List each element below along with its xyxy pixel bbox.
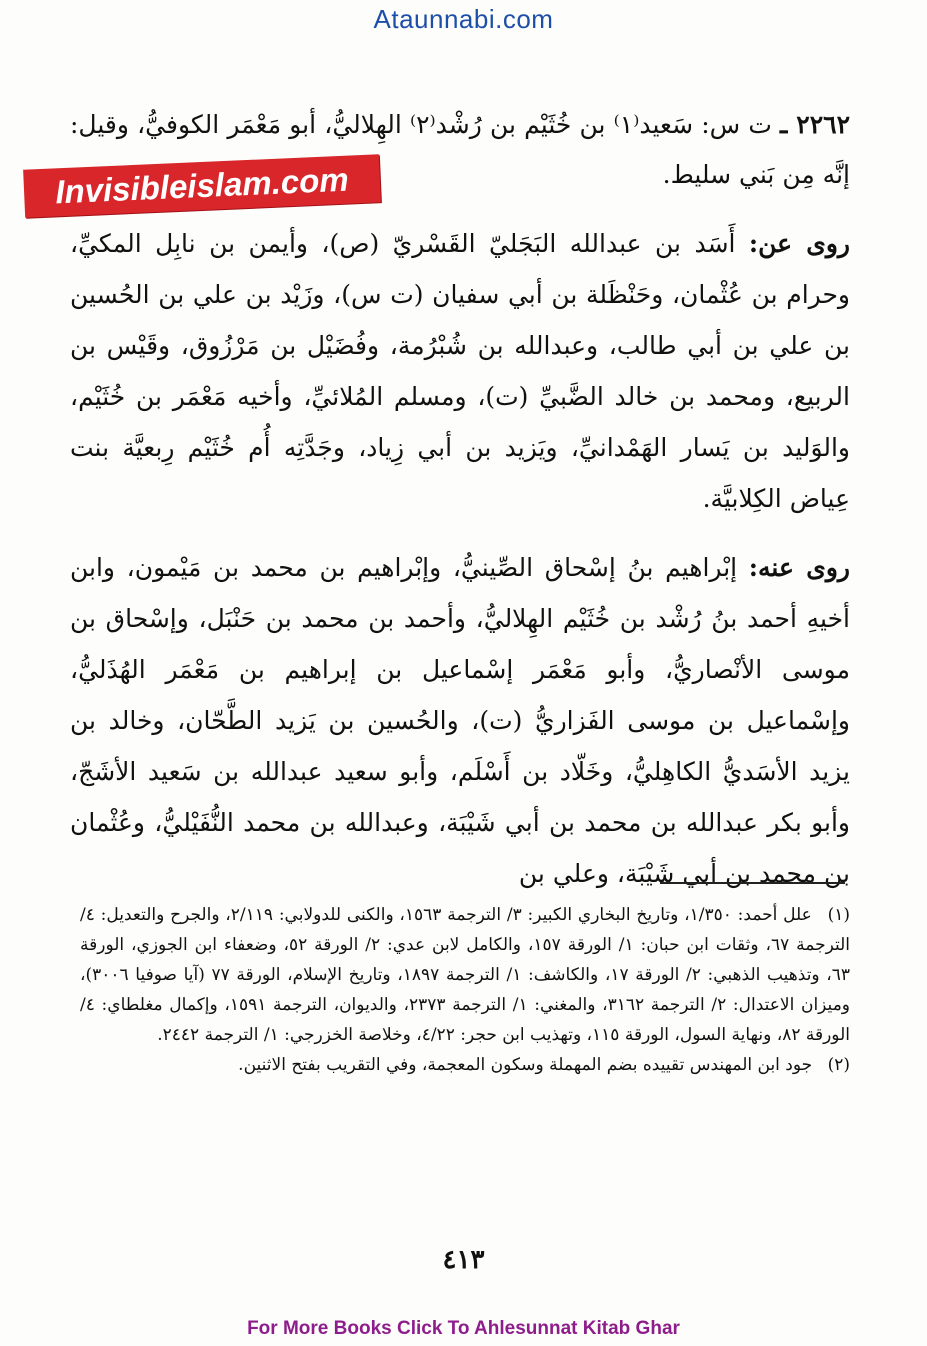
narrated-by-paragraph bbox=[70, 542, 850, 899]
site-header-link[interactable]: Ataunnabi.com bbox=[373, 4, 554, 34]
footnote-marker: (١) bbox=[827, 905, 850, 925]
footnote-divider bbox=[660, 882, 845, 884]
entry-heading-text: ت س: سَعيد⁽١⁾ بن خُثَيْم بن رُشْد⁽٢⁾ الهِلاليُّ، أبو مَعْمَر الكوفيُّ، وقيل: إنَّه مِن بَني سليط. bbox=[70, 110, 850, 189]
footnote-text: جود ابن المهندس تقييده بضم المهملة وسكون المعجمة، وفي التقريب بفتح الاثنين. bbox=[238, 1055, 813, 1075]
narrated-from-paragraph bbox=[70, 218, 850, 524]
narrated-from-label: روى عن: bbox=[748, 229, 851, 258]
book-page-body bbox=[70, 100, 850, 899]
footer-books-link[interactable]: For More Books Click To Ahlesunnat Kitab Ghar bbox=[247, 1318, 680, 1339]
entry-number: ٢٢٦٢ ـ bbox=[780, 110, 851, 139]
footnote-2 bbox=[80, 1050, 850, 1080]
narrated-by-text: إبْراهيم بنُ إسْحاق الصِّينيُّ، وإبْراهيم بن محمد بن مَيْمون، وابن أخيهِ أحمد بنُ رُشْد بن خُثَيْم الهِلاليُّ، وأحمد بن محمد بن حَنْبَل، وإسْحاق بن موسى الأنْصاريُّ، وأبو مَعْمَر إسْماعيل بن إبراهيم بن مَعْمَر الهُذَليُّ، وإسْماعيل بن موسى الفَزاريُّ (ت)، والحُسين بن يَزيد الطَّحّان، وخالد بن يزيد الأسَديُّ الكاهِليُّ، وخَلّاد بن أَسْلَم، وأبو سعيد عبدالله بن سَعيد الأشَجّ، وأبو بكر عبدالله بن محمد بن أبي شَيْبَة، وعبدالله بن محمد النُّفَيْليُّ، وعُثْمان بن محمد بن أبي شَيْبَة، وعلي بن bbox=[70, 553, 850, 888]
narrated-by-label: روى عنه: bbox=[748, 553, 851, 582]
footnote-marker: (٢) bbox=[827, 1055, 850, 1075]
page-number: ٤١٣ bbox=[442, 1245, 485, 1275]
footnote-text: علل أحمد: ١/٣٥٠، وتاريخ البخاري الكبير: ٣/ الترجمة ١٥٦٣، والكنى للدولابي: ٢/١١٩، والجرح والتعديل: ٤/ الترجمة ٦٧، وثقات ابن حبان: ١/ الورقة ١٥٧، والكامل لابن عدي: ٢/ الورقة ٥٢، وضعفاء ابن الجوزي، الورقة ٦٣، وتذهيب الذهبي: ٢/ الورقة ١٧، والكاشف: ١/ الترجمة ١٨٩٧، وتاريخ الإسلام، الورقة ٧٧ (آيا صوفيا ٣٠٠٦)، وميزان الاعتدال: ٢/ الترجمة ٣١٦٢، والمغني: ١/ الترجمة ٢٣٧٣، والديوان، الترجمة ١٥٩١، وإكمال مغلطاي: ٤/ الورقة ٨٢، ونهاية السول، الورقة ١١٥، وتهذيب ابن حجر: ٤/٢٢، وخلاصة الخزرجي: ١/ الترجمة ٢٤٤٢. bbox=[80, 905, 851, 1045]
watermark-banner: Invisibleislam.com bbox=[23, 154, 381, 217]
footnotes bbox=[80, 900, 850, 1080]
narrated-from-text: أَسَد بن عبدالله البَجَليّ القَسْريّ (ص)، وأيمن بن نابِل المكيِّ، وحرام بن عُثْمان، وحَنْظَلة بن أبي سفيان (ت س)، وزَيْد بن علي بن الحُسين بن علي بن أبي طالب، وعبدالله بن شُبْرُمة، وفُضَيْل بن مَرْزُوق، وقَيْس بن الربيع، ومحمد بن خالد الضَّبيِّ (ت)، ومسلم المُلائيِّ، وأخيه مَعْمَر بن خُثَيْم، والوَليد بن يَسار الهَمْدانيِّ، ويَزيد بن أبي زِياد، وجَدَّتِه أُم خُثَيْم رِبعيَّة بنت عِياض الكِلابيَّة. bbox=[70, 229, 850, 513]
footnote-1 bbox=[80, 900, 850, 1050]
